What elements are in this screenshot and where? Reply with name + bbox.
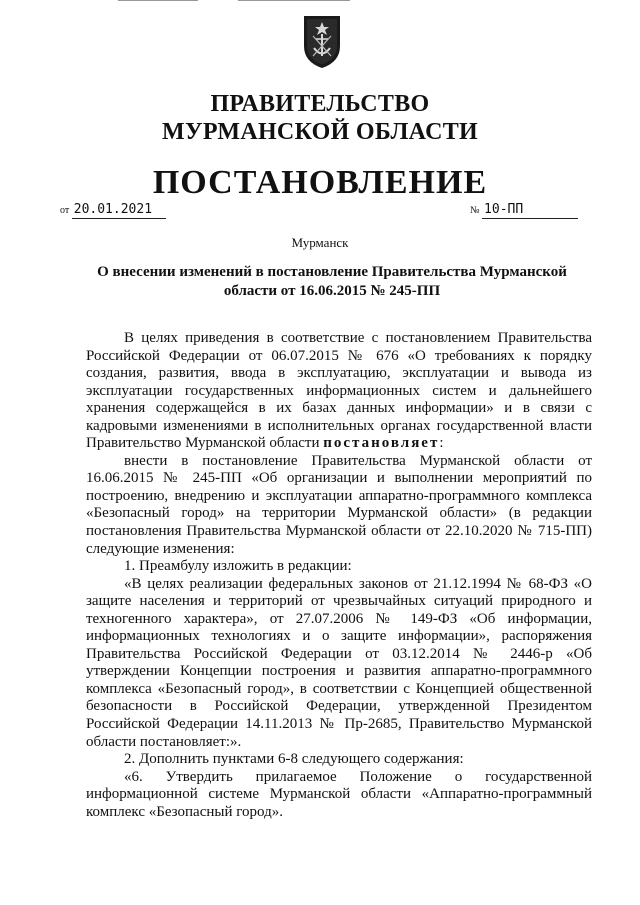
date-field [60,202,166,219]
paragraph-preamble-text: В целях приведения в соответствие с постановлением Правительства Российской Федерации от 06.07.2015 № 676 «О требованиях к порядку создания, развития, ввода в эксплуатацию, эксплуатации и вывода из эксплуатации государственных информационных систем и дальнейшего хранения содержащейся в их базах данных информации» и в связи с кадровыми изменениями в исполнительных органах государственной власти Правительство Мурманской области [86,330,592,452]
date-prefix: от [60,205,70,216]
document-body [86,330,592,821]
paragraph-amend: внести в постановление Правительства Мурманской области от 16.06.2015 № 245-ПП «Об организации и выполнении мероприятий по построению, внедрению и эксплуатации аппаратно-программного комплекса «Безопасный город» на территории Мурманской области» (в редакции постановления Правительства Мурманской области от 22.10.2020 № 715-ПП) следующие изменения: [86,452,592,557]
top-rule-right [238,0,350,1]
resolves-keyword: постановляет [323,435,440,452]
city-name: Мурманск [291,235,349,250]
number-field [470,202,578,219]
document-type-title: ПОСТАНОВЛЕНИЕ [152,164,488,201]
paragraph-item-2: 2. Дополнить пунктами 6-8 следующего содержания: [124,751,464,768]
paragraph-preamble [86,330,592,453]
coat-of-arms-icon [302,12,342,70]
paragraph-item-6: «6. Утвердить прилагаемое Положение о государственной информационной системе Мурманской области «Аппаратно-программный комплекс «Безопасный город». [86,768,592,820]
paragraph-new-preamble: «В целях реализации федеральных законов от 21.12.1994 № 68-ФЗ «О защите населения и территорий от чрезвычайных ситуаций природного и техногенного характера», от 27.07.2006 № 149-ФЗ «Об информации, информационных технологиях и о защите информации», распоряжения Правительства Российской Федерации от 03.12.2014 № 2446-р «Об утверждении Концепции построения и развития аппаратно-программного комплекса «Безопасный город», в соответствии с Концепцией общественной безопасности в Российской Федерации, утвержденной Президентом Российской Федерации 14.11.2013 № Пр-2685, Правительство Мурманской области постановляет:». [86,575,592,750]
paragraph-item-1: 1. Преамбулу изложить в редакции: [124,558,352,575]
top-rule-left [118,0,198,1]
number-prefix: № [470,205,480,216]
paragraph-preamble-end: : [439,435,444,452]
date-value: 20.01.2021 [72,202,166,219]
government-title-line1: ПРАВИТЕЛЬСТВО [210,91,430,117]
document-subject: О внесении изменений в постановление Правительства Мурманской области от 16.06.2015 № 245-ПП [97,264,567,299]
number-value: 10-ПП [482,202,578,219]
government-title-line2: МУРМАНСКОЙ ОБЛАСТИ [162,119,478,145]
